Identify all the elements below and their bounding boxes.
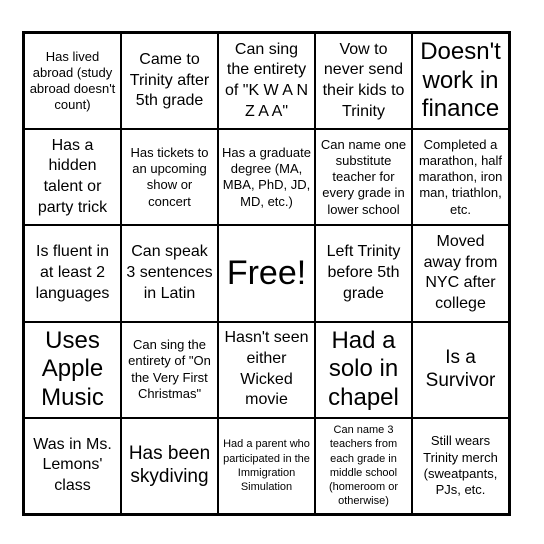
- bingo-cell-text: Is fluent in at least 2 languages: [35, 243, 110, 302]
- bingo-cell[interactable]: [412, 33, 509, 129]
- bingo-cell-text: Still wears Trinity merch (sweatpants, PJs, etc.: [423, 433, 498, 498]
- bingo-cell[interactable]: [412, 418, 509, 514]
- bingo-cell[interactable]: [24, 33, 121, 129]
- bingo-cell-text: Is a Survivor: [425, 346, 496, 391]
- bingo-cell[interactable]: [412, 322, 509, 418]
- bingo-cell[interactable]: [24, 225, 121, 321]
- bingo-cell[interactable]: [121, 129, 218, 225]
- bingo-cell-text: Hasn't seen either Wicked movie: [224, 329, 309, 409]
- bingo-cell[interactable]: [24, 129, 121, 225]
- bingo-board: [22, 31, 511, 516]
- bingo-cell[interactable]: [24, 418, 121, 514]
- bingo-cell[interactable]: [24, 322, 121, 418]
- bingo-cell-text: Had a parent who participated in the Immigration Simulation: [223, 438, 310, 494]
- bingo-cell-text: Completed a marathon, half marathon, iron man, triathlon, etc.: [418, 136, 503, 217]
- bingo-cell[interactable]: [218, 33, 315, 129]
- bingo-cell-text: Can sing the entirety of "On the Very First Christmas": [128, 337, 211, 401]
- bingo-cell[interactable]: [315, 225, 412, 321]
- bingo-cell-text: Has been skydiving: [128, 443, 211, 487]
- bingo-cell[interactable]: [412, 225, 509, 321]
- bingo-cell-text: Left Trinity before 5th grade: [326, 243, 401, 302]
- bingo-cell[interactable]: [218, 129, 315, 225]
- bingo-cell-text: Can sing the entirety of "K W A N Z A A": [224, 40, 309, 120]
- bingo-cell-text: Uses Apple Music: [41, 326, 104, 412]
- bingo-cell-text: Has lived abroad (study abroad doesn't count): [29, 48, 116, 113]
- bingo-cell[interactable]: [121, 418, 218, 514]
- bingo-cell[interactable]: [315, 418, 412, 514]
- bingo-cell-text: Was in Ms. Lemons' class: [33, 435, 112, 495]
- bingo-cell-text: Can name one substitute teacher for every grade in lower school: [320, 136, 407, 217]
- bingo-cell-text: Can name 3 teachers from each grade in middle school (homeroom or otherwise): [328, 424, 399, 508]
- bingo-cell-text: Came to Trinity after 5th grade: [129, 50, 210, 110]
- bingo-cell[interactable]: [218, 418, 315, 514]
- bingo-cell[interactable]: [315, 129, 412, 225]
- bingo-cell[interactable]: [218, 322, 315, 418]
- bingo-cell[interactable]: [315, 322, 412, 418]
- free-space-label: Free!: [226, 253, 307, 292]
- bingo-cell[interactable]: [121, 225, 218, 321]
- bingo-cell[interactable]: [315, 33, 412, 129]
- bingo-cell[interactable]: [412, 129, 509, 225]
- bingo-cell-text: Can speak 3 sentences in Latin: [126, 243, 213, 302]
- bingo-cell-text: Vow to never send their kids to Trinity: [322, 40, 405, 120]
- bingo-cell-text: Moved away from NYC after college: [423, 232, 498, 313]
- bingo-cell[interactable]: [121, 322, 218, 418]
- bingo-cell-text: Had a solo in chapel: [328, 326, 399, 412]
- bingo-cell[interactable]: [121, 33, 218, 129]
- bingo-cell-text: Doesn't work in finance: [420, 37, 501, 123]
- bingo-cell-text: Has a hidden talent or party trick: [37, 136, 108, 217]
- bingo-cell-text: Has tickets to an upcoming show or concert: [130, 144, 209, 209]
- free-space-cell[interactable]: [218, 225, 315, 321]
- bingo-cell-text: Has a graduate degree (MA, MBA, PhD, JD, MD, etc.): [222, 144, 311, 209]
